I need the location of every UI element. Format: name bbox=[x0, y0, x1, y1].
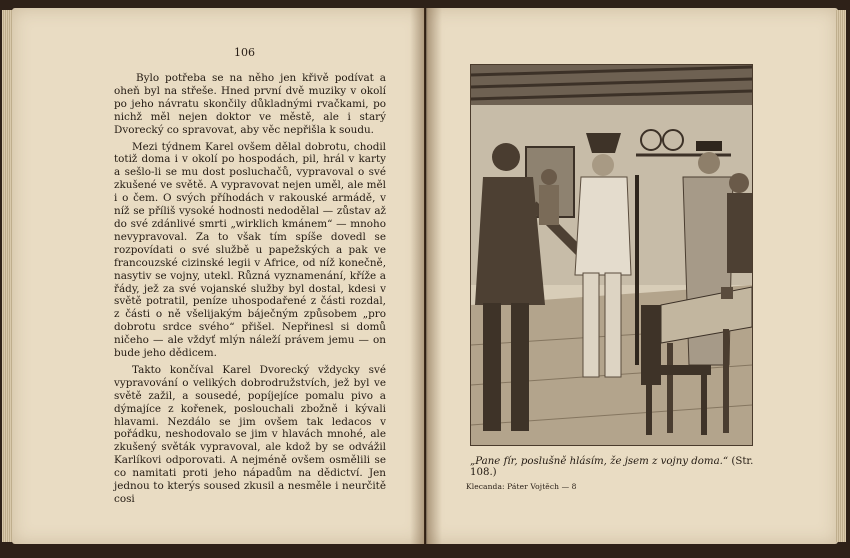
printer-signature: Klecanda: Páter Vojtěch — 8 bbox=[466, 482, 577, 491]
caption-page-ref: (Str. 108.) bbox=[470, 456, 754, 478]
caption-text: „Pane fír, poslušně hlásím, že jsem z vojny doma.“ bbox=[470, 456, 729, 467]
body-text bbox=[114, 72, 386, 510]
paragraph: Takto končíval Karel Dvorecký vždycky své vypravování o velikých dobrodružstvích, jež byl ve světě zažil, a sousedé, popíjejíce pomalu pivo a dýmajíce z kořenek, poslouchali zbožně i kývali hlavami. Nezdálo se jim ovšem tak ledacos v pořádku, neshodovalo se jim v hlavách mnohé, ale zkušený světák vypravoval, ale kdož by se odvážil Karlíkovi odporovati. A nejméně ovšem osmělili se co namitati proti jeho nápadům na dědictví. Jen jednou to kterýs soused zkusil a nesměle i neurčitě cosi bbox=[114, 363, 386, 505]
illustration-caption bbox=[470, 456, 760, 478]
page-edges-right bbox=[836, 10, 846, 542]
illustration-drawing bbox=[471, 65, 752, 445]
paragraph: Bylo potřeba se na něho jen křivě podívat a oheň byl na střeše. Hned první dvě muziky v okolí po jeho návratu skončily důkladnými rvačkami, po nichž měl nejen doktor ve městě, ale i starý Dvorecký co spravovat, aby věc nepřišla k soudu. bbox=[114, 72, 386, 136]
paragraph: Mezi týdnem Karel ovšem dělal dobrotu, chodil totiž doma i v okolí po hospodách, pil, hrál v karty a sešlo-li se mu dost posluchačů, vypravoval o své zkušené ve světě. A vypravovat nejen uměl, ale měl i o čem. O svých příhodách v rakouské armádě, v níž se příliš vysoké hodnosti nedodělal — zůstav až do své zdánlivé smrti „wirklich kmánem“ — mnoho nevypravoval. Za to však tím spíše dovedl se rozpovídati o své službě u papežských a pak ve francouzské cizinské legii v Africe, od níž konečně, nasytiv se vojny, utekl. Různá vyznamenání, kříže a řády, jež za své vojanské služby byl dostal, kdesi v světě potratil, peníze uhospodařené z části rozdal, z části o ně všelijakým báječným způsobem „pro dobrotu srdce svého“ přišel. Nepřinesl si domů ničeho — ale vždyť mlýn náleží právem jemu — on bude jeho dědicem. bbox=[114, 140, 386, 360]
book-gutter bbox=[410, 8, 442, 544]
illustration-engraving bbox=[470, 64, 753, 446]
page-number: 106 bbox=[234, 46, 255, 59]
